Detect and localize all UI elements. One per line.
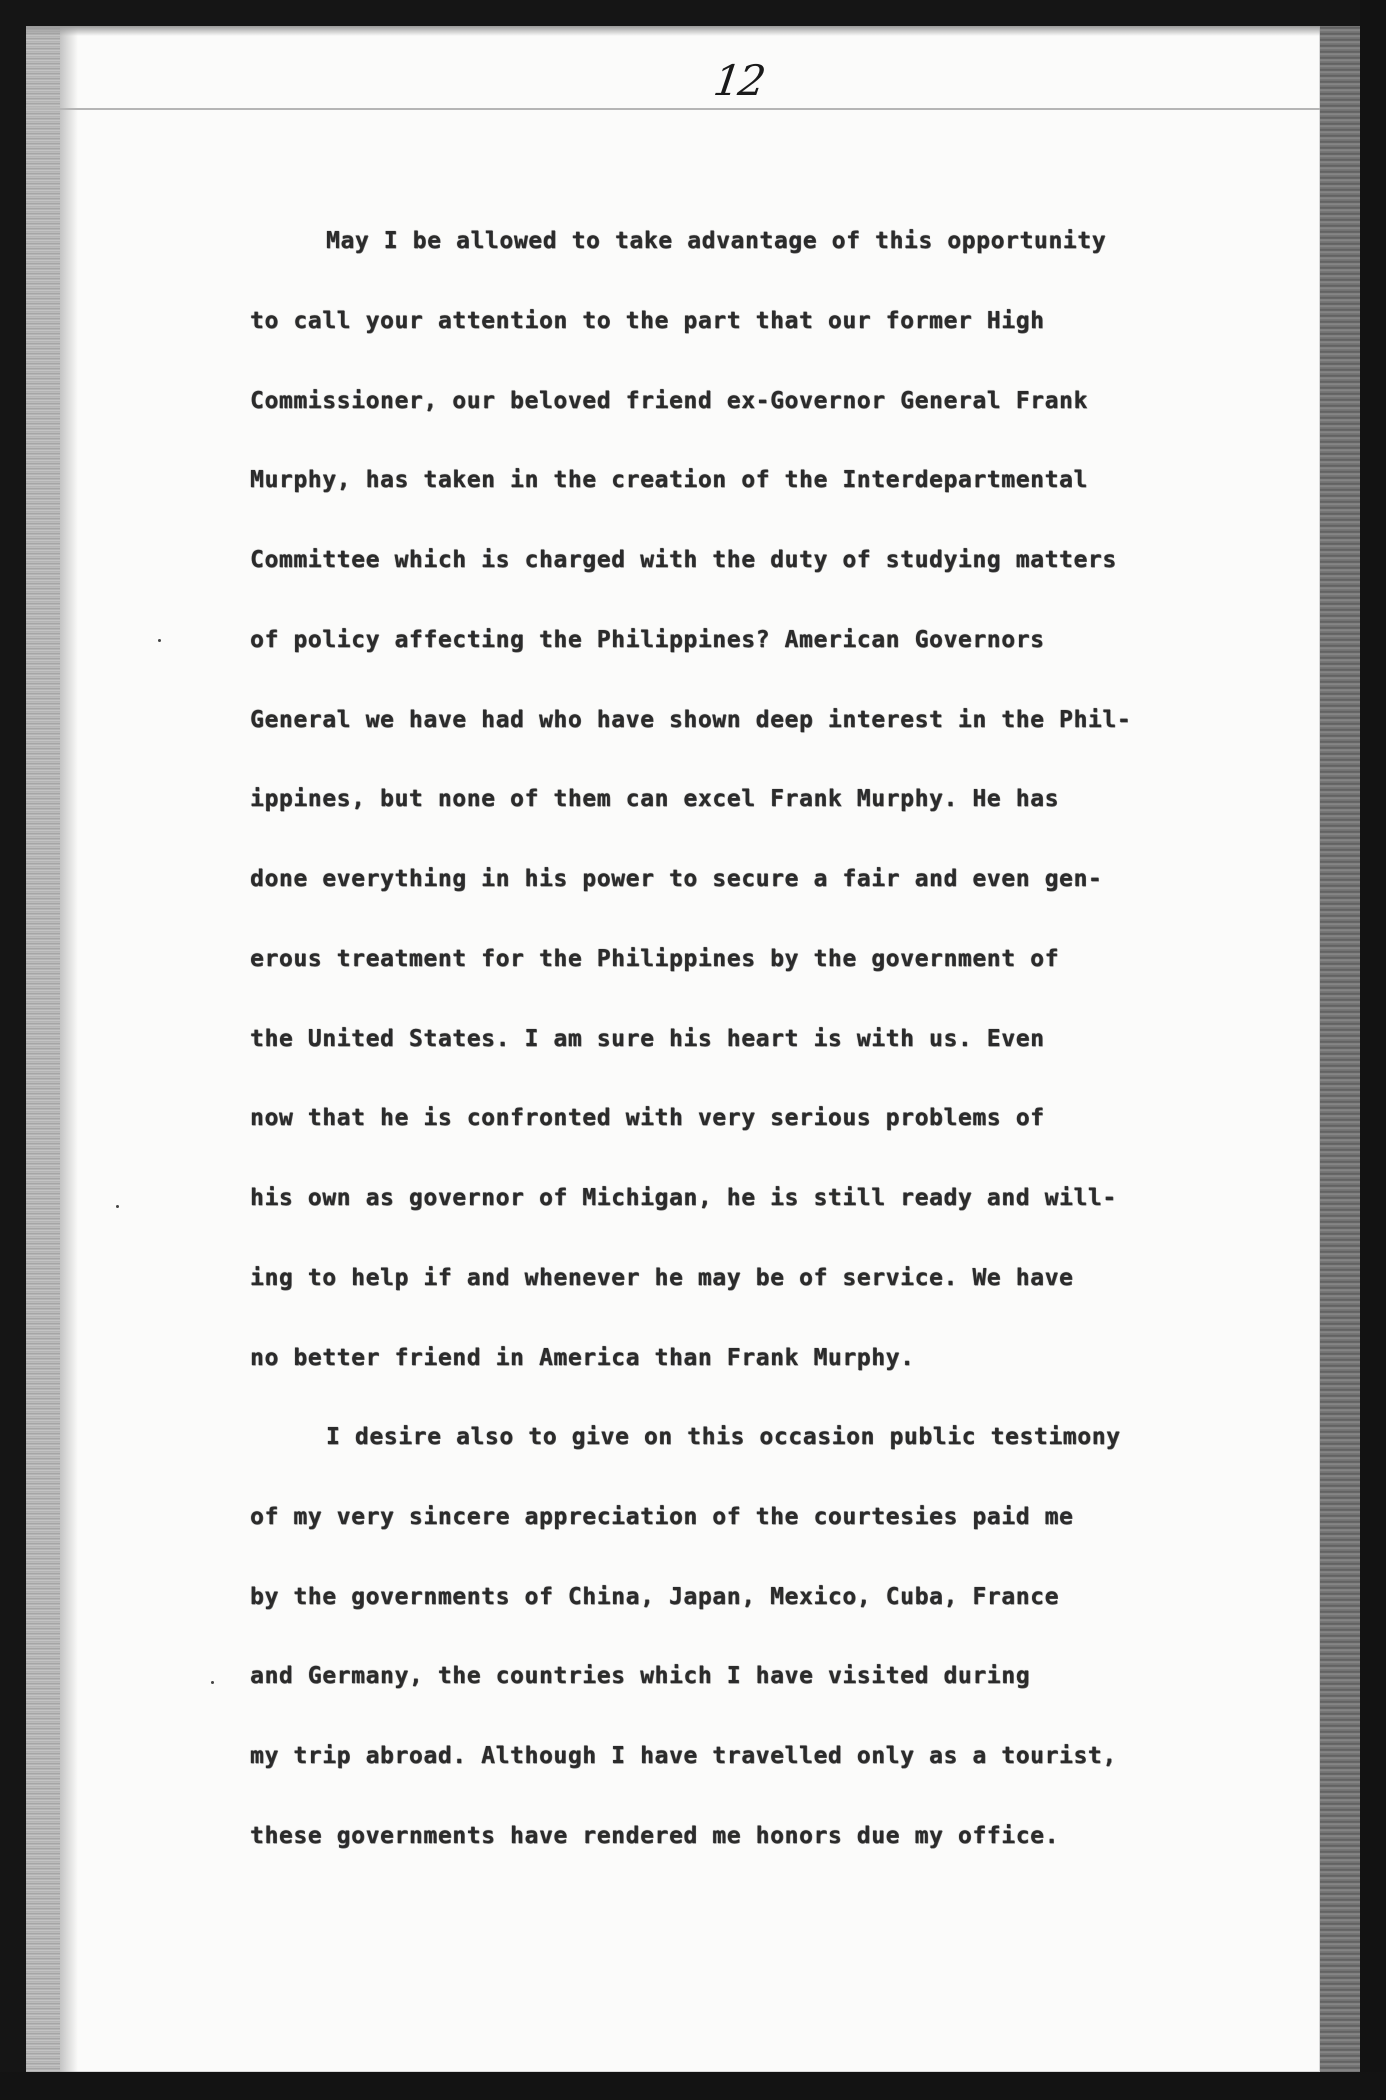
scan-speck: [158, 639, 161, 642]
text-line: and Germany, the countries which I have visited during: [250, 1663, 1031, 1689]
text-line: the United States. I am sure his heart is with us. Even: [250, 1026, 1045, 1052]
text-line: Murphy, has taken in the creation of the Interdepartmental: [250, 467, 1088, 493]
text-line: erous treatment for the Philippines by the government of: [250, 946, 1060, 972]
text-line: I desire also to give on this occasion public testimony: [326, 1424, 1121, 1450]
text-line: done everything in his power to secure a fair and even gen-: [250, 866, 1103, 892]
text-line: May I be allowed to take advantage of this opportunity: [326, 228, 1107, 254]
scan-speck: [116, 1205, 119, 1208]
text-line: ippines, but none of them can excel Frank Murphy. He has: [250, 786, 1060, 812]
text-line: Commissioner, our beloved friend ex-Governor General Frank: [250, 388, 1088, 414]
text-line: ing to help if and whenever he may be of service. We have: [250, 1265, 1074, 1291]
text-line: Committee which is charged with the duty of studying matters: [250, 547, 1117, 573]
text-line: by the governments of China, Japan, Mexico, Cuba, France: [250, 1584, 1060, 1610]
text-line: no better friend in America than Frank Murphy.: [250, 1345, 915, 1371]
text-line: these governments have rendered me honors due my office.: [250, 1823, 1060, 1849]
text-line: his own as governor of Michigan, he is still ready and will-: [250, 1185, 1117, 1211]
text-line: to call your attention to the part that our former High: [250, 308, 1045, 334]
text-line: my trip abroad. Although I have travelled only as a tourist,: [250, 1743, 1117, 1769]
handwritten-page-number: 12: [710, 56, 767, 105]
text-line: of my very sincere appreciation of the courtesies paid me: [250, 1504, 1074, 1530]
scan-speck: [211, 1681, 214, 1684]
text-line: of policy affecting the Philippines? American Governors: [250, 627, 1045, 653]
text-line: General we have had who have shown deep interest in the Phil-: [250, 707, 1132, 733]
text-line: now that he is confronted with very serious problems of: [250, 1105, 1045, 1131]
